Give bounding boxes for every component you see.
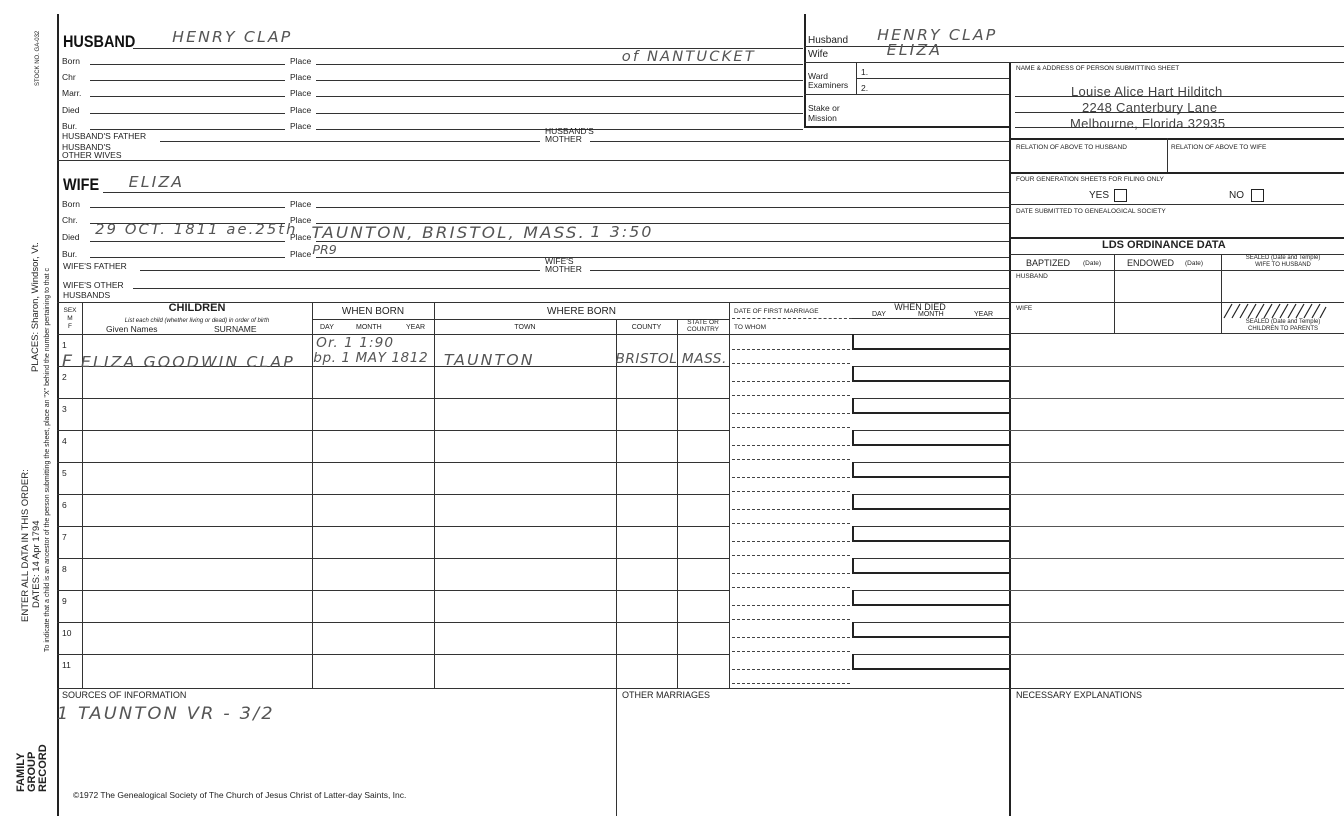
husband-name: HENRY CLAP (172, 28, 293, 46)
row-divider (57, 622, 729, 623)
husband-mother-label: HUSBAND'S MOTHER (545, 126, 594, 144)
child-1-born-ref: Or. 1 1:90 (316, 336, 395, 351)
sealed-wife-label: SEALED (Date and Temple) WIFE TO HUSBAND (1245, 255, 1321, 268)
rule (57, 160, 1009, 161)
submitter-line-2: 2248 Canterbury Lane (1082, 100, 1218, 115)
row-divider (1009, 526, 1344, 527)
row-number: 7 (62, 532, 67, 542)
died-date-box (852, 654, 1009, 670)
explanations-label: NECESSARY EXPLANATIONS (1016, 690, 1143, 700)
rule (316, 113, 803, 114)
when-died-header: WHEN DIED (894, 302, 946, 312)
husband-marr-label: Marr. (62, 88, 82, 98)
row-number: 6 (62, 500, 67, 510)
died-date-box (852, 622, 1009, 638)
wife-born-place-label: Place (290, 199, 312, 209)
row-number: 1 (62, 340, 67, 350)
surname-header: SURNAME (214, 324, 257, 334)
rule (616, 688, 617, 816)
state-header: STATE OR COUNTRY (686, 319, 720, 333)
wife-died-label: Died (62, 232, 80, 242)
rule (133, 288, 1009, 289)
first-marriage-header: DATE OF FIRST MARRIAGE (734, 308, 819, 315)
submitter-line-3: Melbourne, Florida 32935 (1070, 116, 1226, 131)
rule (103, 192, 1009, 193)
rule (1114, 254, 1115, 333)
sources-label: SOURCES OF INFORMATION (62, 690, 187, 700)
husband-born-place-label: Place (290, 56, 312, 66)
husband-marr-place-label: Place (290, 88, 312, 98)
marriage-date-line (732, 541, 850, 542)
marriage-date-line (732, 509, 850, 510)
husband-chr-place-label: Place (290, 72, 312, 82)
where-born-header: WHERE BORN (547, 306, 616, 317)
yes-label: YES (1089, 190, 1110, 201)
rule (804, 46, 1344, 47)
to-whom-line (732, 555, 850, 556)
source-1: 1 TAUNTON VR - 3/2 (56, 704, 275, 724)
husband-chr-label: Chr (62, 72, 76, 82)
wife-mother-label: WIFE'S MOTHER (545, 256, 582, 274)
rule (1009, 204, 1344, 205)
died-date-box (852, 430, 1009, 446)
wife-bur-place-label: Place (290, 249, 312, 259)
husband-died-place-label: Place (290, 105, 312, 115)
rule (852, 318, 1009, 319)
husband-bur-label: Bur. (62, 121, 78, 131)
rule (90, 80, 285, 81)
wife-bur-note: PR9 (312, 243, 337, 257)
rule (1167, 138, 1168, 172)
row-number: 11 (62, 660, 71, 670)
died-date-box (852, 398, 1009, 414)
rule (677, 319, 678, 688)
yes-checkbox[interactable] (1114, 189, 1127, 202)
marriage-date-line (732, 445, 850, 446)
wife-heading: WIFE (63, 175, 100, 194)
child-1-state: MASS. (681, 352, 727, 367)
rule (316, 80, 803, 81)
to-whom-line (732, 587, 850, 588)
rule (316, 96, 803, 97)
wife-other-husbands-label: WIFE'S OTHER HUSBANDS (63, 280, 124, 300)
row-divider (57, 462, 729, 463)
husband-heading: HUSBAND (63, 32, 136, 51)
husband-marr-place: of NANTUCKET (621, 49, 756, 65)
husband-bur-place-label: Place (290, 121, 312, 131)
mission-label: Mission (808, 113, 837, 123)
center-top-frame-line (804, 14, 806, 126)
to-whom-line (732, 619, 850, 620)
rule (140, 270, 540, 271)
wife-born-label: Born (62, 199, 80, 209)
rule (1015, 127, 1344, 128)
rule (160, 141, 540, 142)
copyright: ©1972 The Genealogical Society of The Church of Jesus Christ of Latter-day Saints, Inc. (73, 790, 407, 800)
relation-husband-label: RELATION OF ABOVE TO HUSBAND (1016, 144, 1127, 151)
wife-bur-label: Bur. (62, 249, 78, 259)
wife-chr-label: Chr. (62, 215, 78, 225)
rule (1015, 96, 1344, 97)
when-born-header: WHEN BORN (341, 306, 405, 317)
row-number: 8 (62, 564, 67, 574)
row-number: 4 (62, 436, 67, 446)
given-names-header: Given Names (106, 324, 158, 334)
rule (57, 688, 1344, 689)
to-whom-line (732, 523, 850, 524)
row-divider (1009, 590, 1344, 591)
date-submitted-label: DATE SUBMITTED TO GENEALOGICAL SOCIETY (1016, 208, 1166, 215)
county-header: COUNTY (631, 324, 662, 331)
right-wife-label: Wife (808, 49, 828, 60)
to-whom-line (732, 683, 850, 684)
died-date-box (852, 462, 1009, 478)
hatched-box (1222, 303, 1327, 319)
row-number: 3 (62, 404, 67, 414)
died-date-box (852, 334, 1009, 350)
marriage-date-line (732, 413, 850, 414)
places-note: PLACES: Sharon, Windsor, Vt. (30, 242, 41, 372)
row-divider (57, 398, 729, 399)
dates-note: DATES: 14 Apr 1794 (31, 520, 42, 608)
child-1-name: ELIZA GOODWIN CLAP (80, 353, 295, 371)
ward-2: 2. (861, 83, 869, 93)
relation-wife-label: RELATION OF ABOVE TO WIFE (1171, 144, 1267, 151)
row-divider (57, 526, 729, 527)
lds-wife-label: WIFE (1016, 305, 1033, 312)
child-1-sex: F (61, 352, 75, 372)
left-frame-line (57, 14, 59, 816)
row-divider (1009, 398, 1344, 399)
enter-order-note: ENTER ALL DATA IN THIS ORDER: (20, 469, 31, 622)
marriage-date-line (732, 349, 850, 350)
stake-label: Stake or (808, 103, 840, 113)
lds-title: LDS ORDINANCE DATA (1102, 239, 1226, 251)
marriage-date-line (732, 637, 850, 638)
died-date-box (852, 526, 1009, 542)
row-divider (1009, 622, 1344, 623)
rule (1221, 254, 1222, 333)
ward-label: Ward (808, 71, 828, 81)
row-number: 10 (62, 628, 72, 638)
baptized-label: BAPTIZED (1026, 258, 1071, 268)
submitter-label: NAME & ADDRESS OF PERSON SUBMITTING SHEET (1016, 65, 1180, 72)
submitter-line-1: Louise Alice Hart Hilditch (1071, 84, 1223, 99)
family-group-record-title: FAMILY GROUP RECORD (15, 744, 49, 792)
wife-died-ref: 1 3:50 (590, 223, 654, 241)
town-header: TOWN (514, 324, 536, 331)
other-marriages-label: OTHER MARRIAGES (622, 690, 711, 700)
rule (856, 78, 1009, 79)
child-1-county: BRISTOL (615, 352, 678, 367)
right-husband-name: HENRY CLAP (877, 26, 998, 44)
rule (1009, 270, 1344, 271)
endowed-date-label: (Date) (1185, 260, 1204, 267)
row-number: 5 (62, 468, 67, 478)
examiners-label: Examiners (808, 80, 849, 90)
row-divider (57, 590, 729, 591)
rule (729, 302, 730, 688)
ancestor-instruction: To indicate that a child is an ancestor of the person submitting the sheet, place an "X" behind the number pertaining to that c (44, 268, 51, 652)
stock-number: STOCK NO. GA-032 (35, 30, 41, 86)
rule (804, 126, 1009, 128)
wife-father-label: WIFE'S FATHER (63, 261, 127, 271)
rule (804, 94, 1009, 95)
children-subheader: List each child (whether living or dead) in order of birth (124, 318, 270, 324)
born-day-header: DAY (320, 324, 334, 331)
to-whom-line (732, 427, 850, 428)
died-date-box (852, 494, 1009, 510)
to-whom-line (732, 651, 850, 652)
right-frame-line (1009, 62, 1011, 816)
rule (434, 302, 435, 688)
rule (316, 207, 1009, 208)
wife-died-place-label: Place (290, 232, 312, 242)
rule (1009, 172, 1344, 174)
rule (616, 319, 617, 688)
rule (1009, 138, 1344, 140)
marriage-date-line (732, 381, 850, 382)
died-month-header: MONTH (918, 311, 944, 318)
row-divider (1009, 558, 1344, 559)
died-year-header: YEAR (974, 311, 994, 318)
died-date-box (852, 558, 1009, 574)
rule (590, 270, 1009, 271)
rule (90, 64, 285, 65)
rule (90, 129, 285, 130)
row-divider (1009, 366, 1344, 367)
born-year-header: YEAR (406, 324, 426, 331)
child-1-town: TAUNTON (443, 351, 535, 369)
rule (90, 241, 285, 242)
rule (804, 62, 1344, 63)
ward-1: 1. (861, 67, 869, 77)
born-month-header: MONTH (356, 324, 382, 331)
rule (1009, 333, 1344, 334)
wife-died-place: TAUNTON, BRISTOL, MASS. (311, 223, 586, 242)
row-divider (1009, 494, 1344, 495)
to-whom-line (732, 395, 850, 396)
four-gen-label: FOUR GENERATION SHEETS FOR FILING ONLY (1016, 176, 1164, 183)
no-label: NO (1229, 190, 1244, 201)
endowed-label: ENDOWED (1127, 258, 1174, 268)
row-divider (57, 558, 729, 559)
row-divider (1009, 462, 1344, 463)
died-day-header: DAY (872, 311, 886, 318)
rule (90, 257, 285, 258)
husband-father-label: HUSBAND'S FATHER (62, 131, 147, 141)
died-date-box (852, 366, 1009, 382)
child-1-born-date: bp. 1 MAY 1812 (313, 351, 429, 366)
to-whom-header: TO WHOM (734, 324, 767, 331)
rule (732, 318, 852, 319)
lds-husband-label: HUSBAND (1016, 273, 1048, 280)
rule (316, 257, 1009, 258)
rule (90, 96, 285, 97)
marriage-date-line (732, 477, 850, 478)
rule (90, 113, 285, 114)
row-number: 2 (62, 372, 67, 382)
marriage-date-line (732, 669, 850, 670)
rule (90, 207, 285, 208)
sex-header: SEX M F (63, 307, 77, 330)
wife-died-date: 29 OCT. 1811 ae.25th (95, 222, 298, 238)
husband-other-wives-label: HUSBAND'S OTHER WIVES (62, 142, 122, 160)
no-checkbox[interactable] (1251, 189, 1264, 202)
right-wife-name: ELIZA (886, 41, 943, 59)
to-whom-line (732, 459, 850, 460)
row-divider (57, 494, 729, 495)
row-divider (57, 654, 729, 655)
children-header: CHILDREN (168, 302, 226, 314)
baptized-date-label: (Date) (1083, 260, 1102, 267)
husband-born-label: Born (62, 56, 80, 66)
right-husband-label: Husband (808, 35, 849, 46)
husband-died-label: Died (62, 105, 80, 115)
wife-chr-place-label: Place (290, 215, 312, 225)
row-divider (1009, 654, 1344, 655)
sealed-children-label: SEALED (Date and Temple) CHILDREN TO PARENTS (1245, 319, 1321, 332)
wife-name: ELIZA (128, 173, 185, 191)
rule (590, 141, 1009, 142)
marriage-date-line (732, 573, 850, 574)
died-date-box (852, 590, 1009, 606)
row-divider (1009, 430, 1344, 431)
to-whom-line (732, 363, 850, 364)
to-whom-line (732, 491, 850, 492)
rule (312, 319, 434, 320)
row-divider (57, 430, 729, 431)
rule (1015, 112, 1344, 113)
marriage-date-line (732, 605, 850, 606)
row-number: 9 (62, 596, 67, 606)
